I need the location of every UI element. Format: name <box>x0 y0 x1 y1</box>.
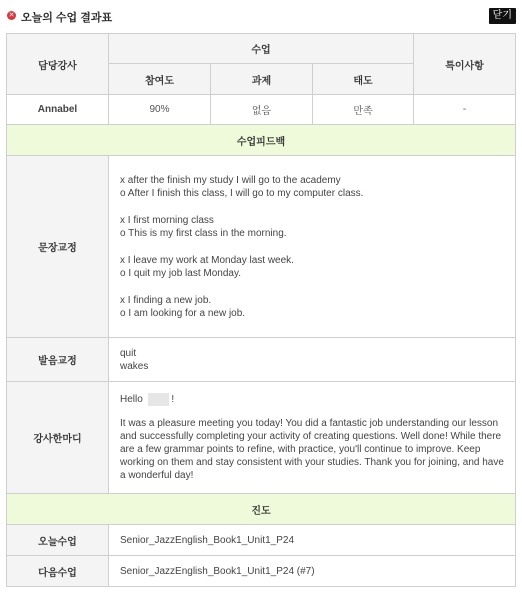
correction-right: o This is my first class in the morning. <box>120 227 287 239</box>
correction-wrong: x I first morning class <box>120 214 214 226</box>
teacher-header: 담당강사 <box>7 34 109 95</box>
teacher-comment-content <box>109 382 516 494</box>
comment-greeting-end: ! <box>171 394 175 406</box>
redacted-student-name <box>148 393 169 406</box>
close-button[interactable]: 닫기 <box>489 8 516 24</box>
correction-right: o I quit my job last Monday. <box>120 267 241 279</box>
progress-section-title: 진도 <box>7 494 516 525</box>
participation-header: 참여도 <box>109 64 211 95</box>
pronunciation-word: quit <box>120 347 137 359</box>
today-class-value: Senior_JazzEnglish_Book1_Unit1_P24 <box>109 525 516 556</box>
comment-greeting-line <box>120 393 504 406</box>
pronunciation-word: wakes <box>120 360 149 372</box>
correction-wrong: x after the finish my study I will go to the academy <box>120 174 341 186</box>
special-notes-header: 특이사항 <box>414 34 516 95</box>
correction-wrong: x I finding a new job. <box>120 294 212 306</box>
result-table <box>6 33 516 587</box>
next-class-label: 다음수업 <box>7 556 109 587</box>
participation-value: 90% <box>109 95 211 125</box>
comment-body: It was a pleasure meeting you today! You did a fantastic job understanding our lesson and successfully completing your activity of creating questions. Well done! While there are a few grammar points to refine, with practice, you'll continue to improve. Keep working on them and stay consistent with your studies. Thank you for joining, and have a wonderful day! <box>120 417 504 481</box>
teacher-comment-label: 강사한마디 <box>7 382 109 494</box>
class-header: 수업 <box>109 34 414 64</box>
attitude-header: 태도 <box>313 64 414 95</box>
attitude-value: 만족 <box>313 95 414 125</box>
close-circle-icon: ✕ <box>8 11 15 19</box>
feedback-section-title: 수업피드백 <box>7 125 516 156</box>
special-notes-value: - <box>414 95 516 125</box>
sentence-correction-content <box>109 156 516 338</box>
correction-wrong: x I leave my work at Monday last week. <box>120 254 294 266</box>
homework-header: 과제 <box>211 64 313 95</box>
comment-greeting: Hello <box>120 394 143 406</box>
page-title: 오늘의 수업 결과표 <box>21 12 113 24</box>
result-header <box>0 0 522 32</box>
teacher-name: Annabel <box>7 95 109 125</box>
correction-right: o I am looking for a new job. <box>120 307 246 319</box>
pronunciation-content <box>109 338 516 382</box>
today-class-label: 오늘수업 <box>7 525 109 556</box>
homework-value: 없음 <box>211 95 313 125</box>
pronunciation-label: 발음교정 <box>7 338 109 382</box>
next-class-value: Senior_JazzEnglish_Book1_Unit1_P24 (#7) <box>109 556 516 587</box>
correction-right: o After I finish this class, I will go to my computer class. <box>120 187 364 199</box>
sentence-correction-label: 문장교정 <box>7 156 109 338</box>
